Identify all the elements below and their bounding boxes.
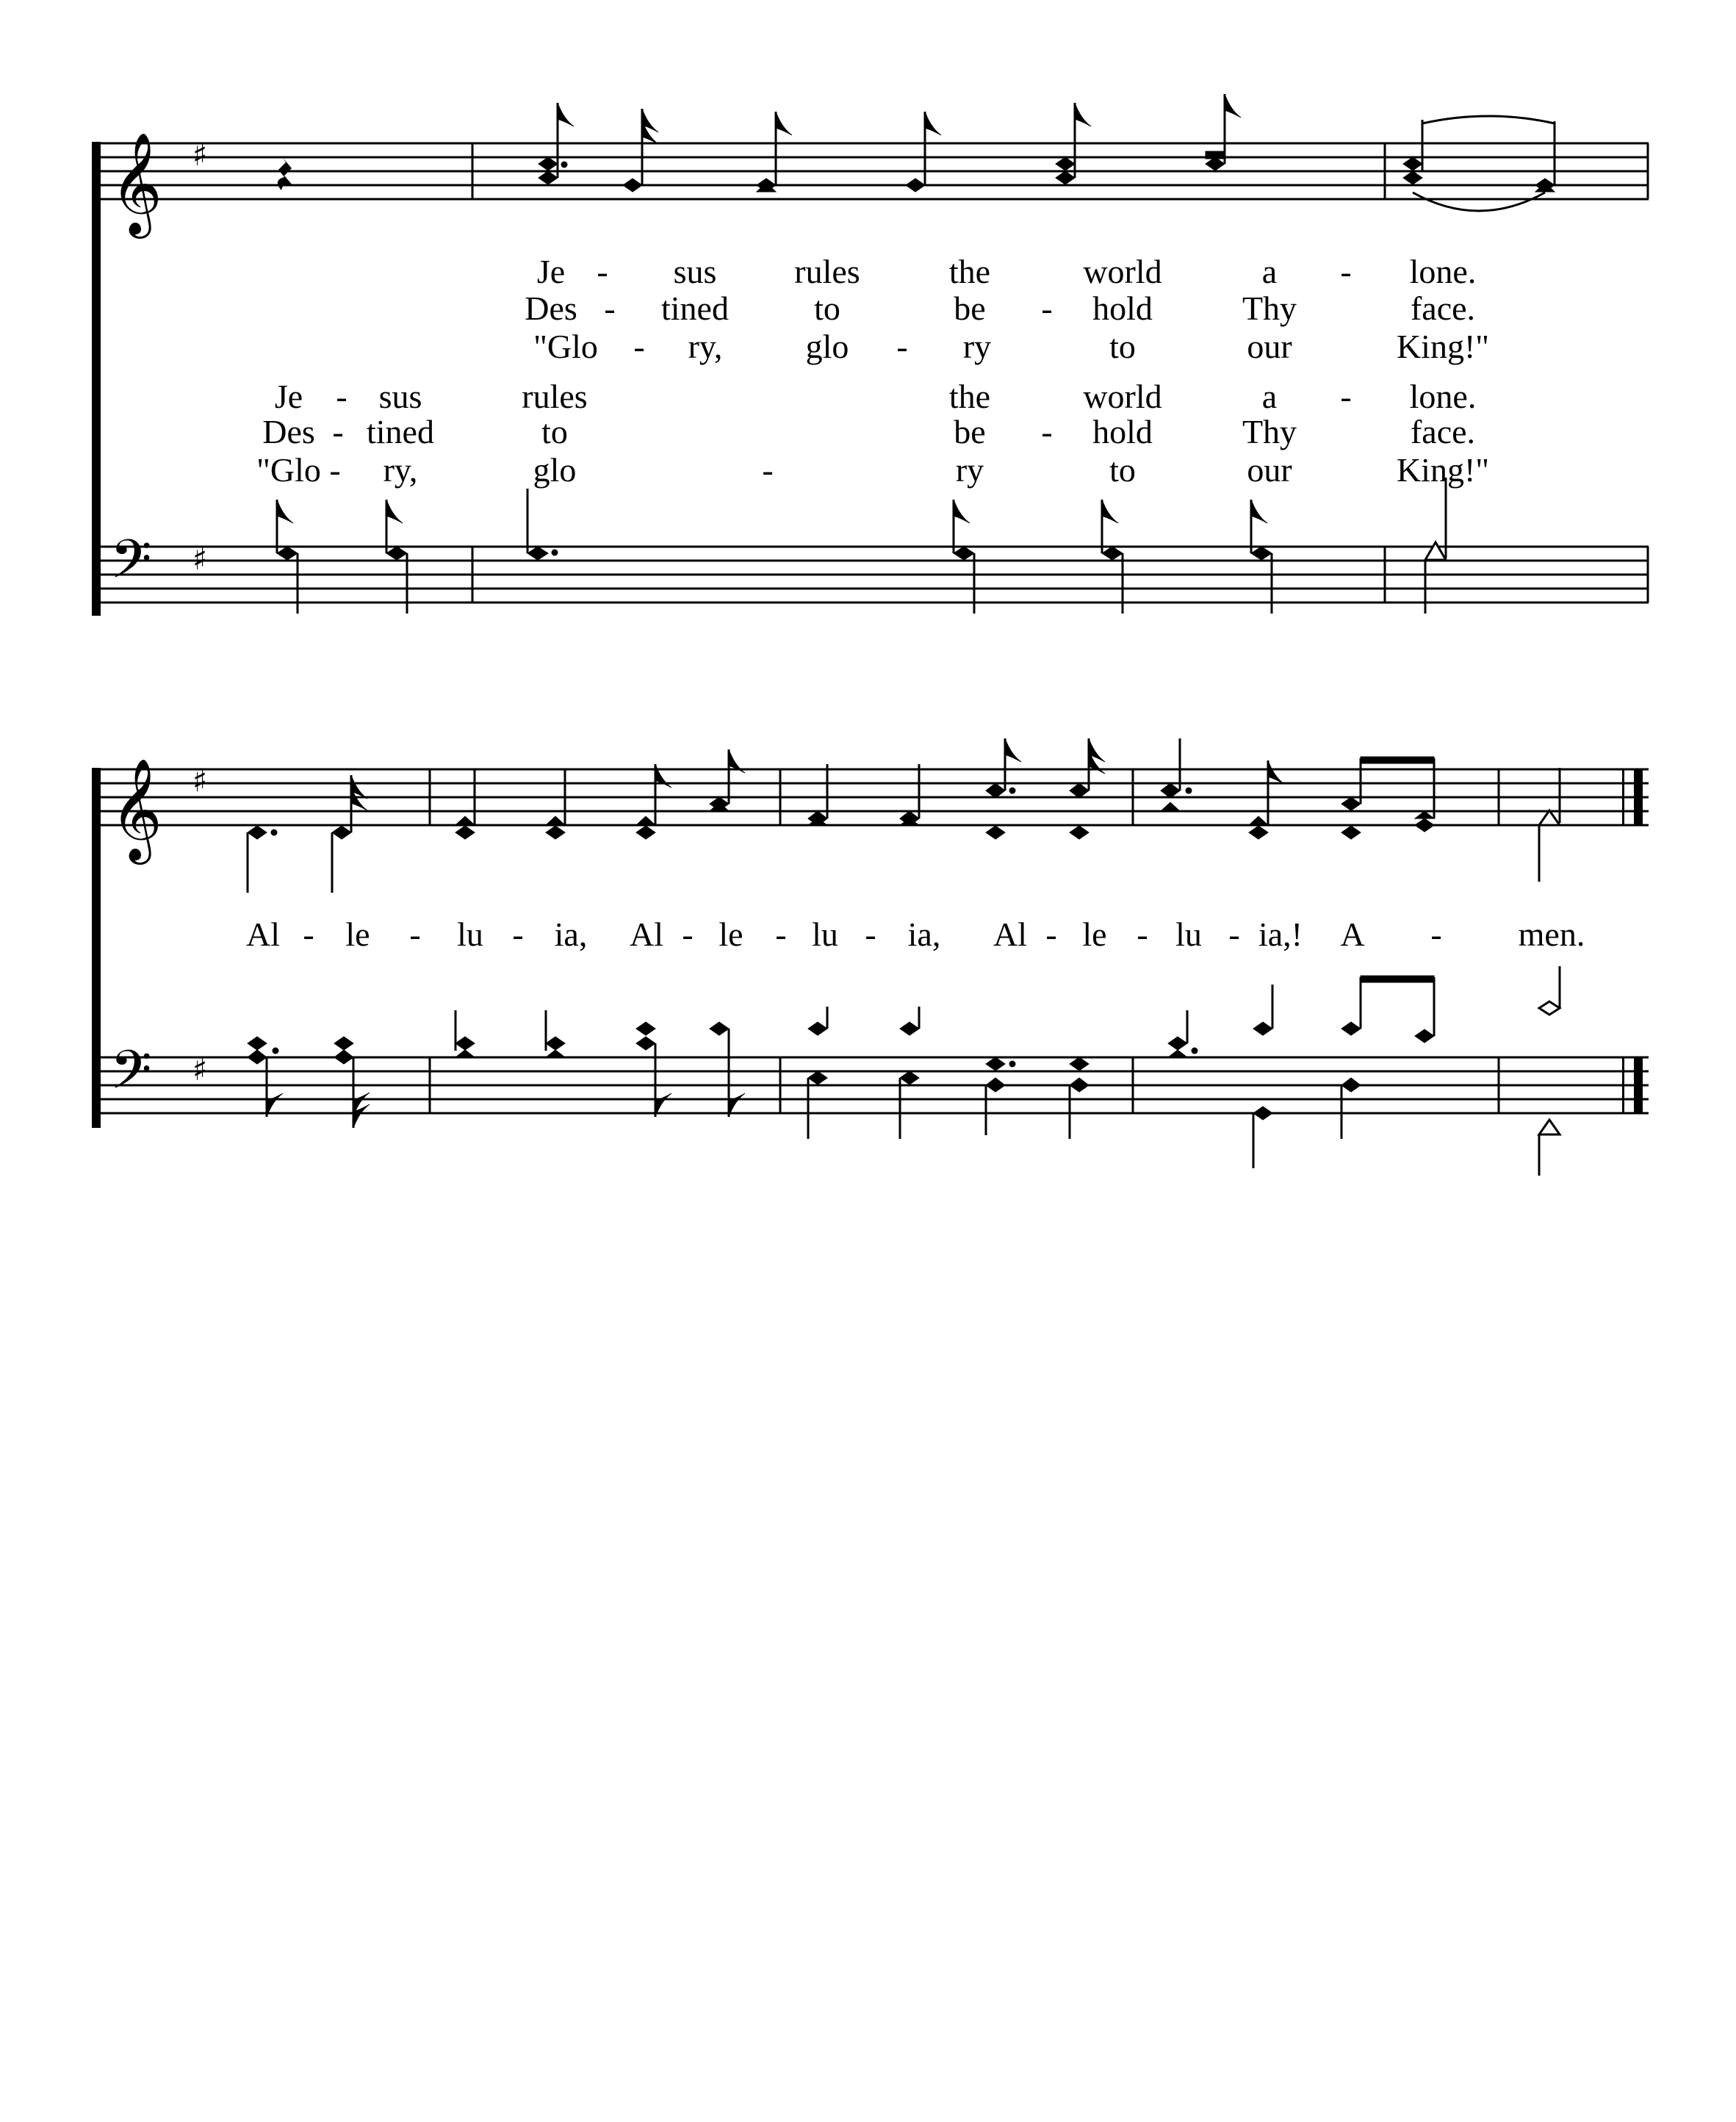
system-bracket — [92, 768, 101, 1128]
lyric: - — [633, 328, 645, 365]
lyric: ry — [955, 451, 984, 489]
sharp-icon: ♯ — [192, 763, 208, 799]
lyric: - — [1340, 253, 1352, 290]
lyric: to — [541, 413, 568, 450]
treble-staff — [96, 769, 1649, 825]
lyric: - — [1228, 916, 1240, 953]
sharp-icon: ♯ — [192, 541, 208, 577]
lyric: be — [954, 289, 986, 327]
lyric: - — [762, 451, 774, 489]
lyric: King!" — [1396, 451, 1490, 489]
lyric: lone. — [1409, 378, 1477, 415]
lyric: - — [1041, 289, 1053, 327]
lyric: our — [1247, 328, 1292, 365]
lyric: face. — [1410, 289, 1476, 327]
lyric: - — [604, 289, 616, 327]
lyric: be — [954, 413, 986, 450]
lyric: - — [336, 378, 347, 415]
lyric: - — [1041, 413, 1053, 450]
lyric: glo — [533, 451, 577, 489]
lyric: - — [775, 916, 787, 953]
lyric: lu — [1175, 916, 1202, 953]
lyric: lu — [457, 916, 483, 953]
lyric: - — [1340, 378, 1352, 415]
lyric: Je — [274, 378, 303, 415]
lyric: Al — [630, 916, 663, 953]
lyric: face. — [1410, 413, 1476, 450]
treble-staff — [96, 143, 1649, 199]
lyric: rules — [522, 378, 588, 415]
lyric: - — [1045, 916, 1057, 953]
lyric: le — [345, 916, 370, 953]
lyric: Thy — [1242, 289, 1297, 327]
lyric: - — [896, 328, 908, 365]
barlines — [430, 769, 1499, 1113]
lyric: ry, — [383, 451, 418, 489]
lyric: - — [409, 916, 421, 953]
lyric: glo — [805, 328, 849, 365]
lyric: the — [948, 253, 991, 290]
lyric: ry — [962, 328, 992, 365]
lyric: to — [1109, 451, 1136, 489]
bass-clef-icon: 𝄢 — [110, 1038, 152, 1114]
lyric: ry, — [688, 328, 723, 365]
lyric: - — [329, 451, 341, 489]
bass-clef-icon: 𝄢 — [110, 528, 152, 603]
treble-clef-icon: 𝄞 — [110, 758, 162, 860]
lyric: tined — [367, 413, 434, 450]
bass-staff — [96, 1057, 1649, 1113]
lyric: men. — [1518, 916, 1585, 953]
lyric: world — [1083, 253, 1162, 290]
lyric: the — [948, 378, 991, 415]
lyric: lone. — [1409, 253, 1477, 290]
lyric: world — [1083, 378, 1162, 415]
lyric: Je — [536, 253, 566, 290]
lyric: "Glo — [256, 451, 321, 489]
lyric: A — [1340, 916, 1365, 953]
lyric: "Glo — [533, 328, 598, 365]
lyric: - — [332, 413, 344, 450]
lyric: Al — [993, 916, 1027, 953]
lyric: hold — [1092, 413, 1153, 450]
bass-staff — [96, 547, 1649, 603]
lyric: Al — [246, 916, 280, 953]
lyric: sus — [673, 253, 717, 290]
lyric: ia, — [907, 916, 941, 953]
lyric: - — [1137, 916, 1148, 953]
lower-lyrics — [256, 378, 1489, 489]
system-1 — [92, 94, 1649, 616]
lyric: - — [682, 916, 694, 953]
lyric: to — [814, 289, 840, 327]
barlines — [472, 143, 1648, 603]
lyric: - — [597, 253, 608, 290]
lyric: - — [865, 916, 876, 953]
lyric: le — [1082, 916, 1107, 953]
system-2 — [92, 738, 1649, 1176]
lyric: rules — [794, 253, 860, 290]
lyric: King!" — [1396, 328, 1490, 365]
lyric: ia, — [554, 916, 588, 953]
sharp-icon: ♯ — [192, 137, 208, 173]
upper-lyrics — [525, 253, 1489, 365]
lyric: - — [512, 916, 524, 953]
lyric: our — [1247, 451, 1292, 489]
lyric: hold — [1092, 289, 1153, 327]
treble-notes-s2 — [248, 738, 1560, 893]
lyric: a — [1261, 253, 1278, 290]
treble-clef-icon: 𝄞 — [110, 132, 162, 234]
lyric: - — [303, 916, 314, 953]
lyric: le — [718, 916, 743, 953]
final-barline — [1622, 769, 1643, 1113]
lyric: a — [1261, 378, 1278, 415]
lyric: - — [1430, 916, 1442, 953]
system-2-lyrics — [246, 916, 1585, 953]
lyric: to — [1109, 328, 1136, 365]
lyric: Thy — [1242, 413, 1297, 450]
lyric: ia,! — [1258, 916, 1303, 953]
treble-notes-m3 — [1403, 116, 1555, 211]
system-bracket — [92, 142, 101, 616]
lyric: Des — [262, 413, 315, 450]
lyric: lu — [812, 916, 838, 953]
lyric: Des — [525, 289, 577, 327]
sharp-icon: ♯ — [192, 1051, 208, 1087]
lyric: sus — [378, 378, 422, 415]
lyric: tined — [661, 289, 729, 327]
